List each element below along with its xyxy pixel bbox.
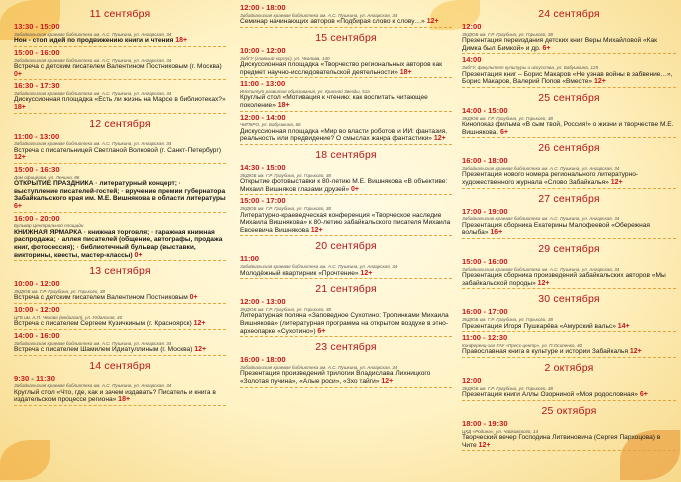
separator xyxy=(462,137,676,138)
age-rating: 0+ xyxy=(189,294,198,302)
event-time: 16:00 - 20:00 xyxy=(14,213,60,223)
event-item xyxy=(462,208,676,239)
date-heading: 12 сентября xyxy=(89,117,151,130)
event-title-text: Презентация произведений трилогии Владислава Лихницкого «Золотая пучина», «Алые роси», «Зхо тайги» xyxy=(240,370,431,385)
date-heading: 20 сентября xyxy=(315,240,377,253)
date-heading: 2 октября xyxy=(544,361,594,374)
event-time: 18:00 - 19:30 xyxy=(462,418,508,428)
event-item xyxy=(14,82,226,113)
age-rating: 12+ xyxy=(193,320,206,328)
event-item xyxy=(14,332,226,356)
event-time: 11:00 - 13:00 xyxy=(240,79,286,89)
event-item xyxy=(240,164,452,195)
event-item xyxy=(14,375,226,406)
schedule-column-3 xyxy=(462,4,676,478)
separator xyxy=(14,163,226,164)
age-rating: 12+ xyxy=(433,135,446,143)
age-rating: 14+ xyxy=(617,322,630,330)
event-title xyxy=(14,389,226,404)
event-place: ЦКД «Родина», ул. Чайковского, 14 xyxy=(462,428,539,434)
event-title-text: Дискуссионная площадка «Есть ли жизнь на Марсе в библиотеках?» xyxy=(14,96,226,104)
event-item xyxy=(240,114,452,145)
date-heading: 30 сентября xyxy=(538,293,600,306)
separator xyxy=(240,278,452,279)
separator xyxy=(462,400,676,401)
event-time: 11:00 - 12:30 xyxy=(462,333,508,343)
event-title xyxy=(462,434,676,449)
event-time: 11:00 - 13:00 xyxy=(14,131,60,141)
event-time: 15:00 - 16:30 xyxy=(14,164,60,174)
age-rating: 6+ xyxy=(499,128,508,136)
event-item xyxy=(14,166,226,213)
event-title xyxy=(14,320,226,328)
event-item xyxy=(240,47,452,78)
separator xyxy=(240,387,452,388)
event-time: 9:30 - 11:30 xyxy=(14,373,55,383)
separator xyxy=(240,194,452,195)
separator xyxy=(240,27,452,28)
event-item xyxy=(240,298,452,337)
event-title xyxy=(462,391,676,399)
age-rating: 18+ xyxy=(175,37,188,45)
event-place: ЗКДЮБ им. Г.Р. Граубина, ул. Горького, 38 xyxy=(462,317,553,323)
event-title xyxy=(14,180,226,210)
separator xyxy=(14,355,226,356)
event-item xyxy=(14,215,226,262)
event-place: Забайкальская краевая библиотека им. А.С. Пушкина, ул. Ангарская, 34 xyxy=(240,264,398,270)
age-rating: 6+ xyxy=(542,44,551,52)
event-place: Забайкальская краевая библиотека им. А.С. Пушкина, ул. Ангарская, 34 xyxy=(462,165,620,171)
event-time: 12:00 - 14:00 xyxy=(240,112,286,122)
event-title-text: Круглый стол «Что, где, как и зачем издавать? Писатель и книга в издательском процессе региона» xyxy=(14,388,216,404)
event-title-text: Встреча с детским писателем Валентином Постниковым (г. Москва) xyxy=(14,63,222,70)
event-place: Забайкальская краевая библиотека им. А.С. Пушкина, ул. Ангарская, 34 xyxy=(14,31,172,37)
event-item xyxy=(462,420,676,451)
separator xyxy=(462,331,676,332)
separator xyxy=(14,212,226,213)
age-rating: 12+ xyxy=(381,377,394,385)
age-rating: 6+ xyxy=(317,327,326,335)
event-title-text: Встреча с писателем Шамилем Идиатуллиным (г. Москва) xyxy=(14,345,193,353)
event-title-text: Презентация сборника произведений забайкальских авторов «Мы забайкальской породы» xyxy=(462,272,666,287)
event-place: Забайкальская краевая библиотека им. А.С. Пушкина, ул. Ангарская, 34 xyxy=(240,364,398,370)
event-title xyxy=(14,37,226,45)
event-item xyxy=(14,49,226,80)
age-rating: 12+ xyxy=(14,154,26,162)
event-title-text: Встреча с детским писателем Валентином Постниковым xyxy=(14,294,188,302)
event-place: Забайкальская краевая библиотека им. А.С. Пушкина, ул. Ангарская, 34 xyxy=(14,90,172,96)
age-rating: 12+ xyxy=(478,441,491,449)
event-title xyxy=(14,147,226,162)
separator xyxy=(462,53,676,54)
age-rating: 18+ xyxy=(399,68,412,76)
event-title-text: Презентация книги Аллы Озорниной «Моя родословная» xyxy=(462,391,638,399)
event-title-text: Дискуссионная площадка «Мир во власти роботов и ИИ: фантазия, реальность или предвидение? О смыслах жанра фантастики» xyxy=(240,127,448,143)
event-item xyxy=(14,306,226,330)
event-title-text: Встреча с писателем Сергеем Кузичкиным (г. Красноярск) xyxy=(14,320,192,328)
age-rating: 18+ xyxy=(14,103,26,111)
event-title xyxy=(240,128,452,143)
event-title xyxy=(240,270,452,278)
age-rating: 12+ xyxy=(360,269,373,277)
event-time: 12:00 xyxy=(462,375,482,385)
event-title xyxy=(462,121,676,136)
event-title xyxy=(240,312,452,335)
event-item xyxy=(462,157,676,188)
age-rating: 12+ xyxy=(629,348,642,356)
event-place: Забайкальская краевая библиотека им. А.С. Пушкина, ул. Ангарская, 34 xyxy=(14,57,172,63)
event-item xyxy=(14,23,226,47)
separator xyxy=(14,303,226,304)
event-time: 16:00 - 17:00 xyxy=(462,307,508,317)
age-rating: 18+ xyxy=(277,101,290,109)
event-place: Забайкальская краевая библиотека им. А.С. Пушкина, ул. Ангарская, 34 xyxy=(462,216,620,222)
age-rating: 16+ xyxy=(490,229,503,237)
event-title xyxy=(14,63,226,78)
event-place: ЗабГУ (главный корпус), ул. Чкалова, 140 xyxy=(240,55,330,61)
event-title-text: Творческий вечер Господина Литвиновича (Сергея Пархоцова) в Чите xyxy=(462,433,661,449)
event-title-text: Презентация переиздания детских книг Веры Михайловой «Как Димка был Бимкой» и др. xyxy=(462,37,658,52)
event-item xyxy=(240,255,452,279)
event-title-text: Семинар начинающих авторов «Подбирая слово к слову…» xyxy=(240,18,425,26)
separator xyxy=(462,188,676,189)
event-time: 17:00 - 19:00 xyxy=(462,206,508,216)
event-time: 12:00 xyxy=(462,22,482,31)
event-time: 12:00 - 18:00 xyxy=(240,4,286,12)
date-heading: 23 сентября xyxy=(315,341,377,354)
separator xyxy=(14,46,226,47)
event-place: Забайкальская краевая библиотека им. А.С. Пушкина, ул. Ангарская, 34 xyxy=(14,141,172,147)
event-time: 16:00 - 18:00 xyxy=(462,156,508,166)
separator xyxy=(14,260,226,261)
event-time: 16:30 - 17:30 xyxy=(14,81,60,91)
date-heading: 25 октября xyxy=(541,404,597,417)
event-place: Конференц-зал ГАУ «Пресс-центр», ул. П.Осипенко, 40 xyxy=(462,342,583,348)
event-place: Забайкальская краевая библиотека им. А.С. Пушкина, ул. Ангарская, 34 xyxy=(14,340,172,346)
event-place: ЗабГУ, факультет культуры и искусства, ул. Бабушкина, 125 xyxy=(462,65,599,71)
event-time: 15:00 - 16:00 xyxy=(14,47,60,57)
event-place: ЗКДЮБ им. Г.Р. Граубина, ул. Горького, 38 xyxy=(240,206,331,212)
age-rating: 18+ xyxy=(118,396,131,404)
event-place: ЗКДЮБ им. Г.Р. Граубина, ул. Горького, 38 xyxy=(240,306,331,312)
separator xyxy=(14,329,226,330)
date-heading: 27 сентября xyxy=(538,192,600,205)
event-time: 15:00 - 16:00 xyxy=(462,256,508,266)
event-time: 14:00 - 15:00 xyxy=(462,105,508,115)
event-place: ЧИПКРО, ул. Бабушкина, 66 xyxy=(240,122,301,128)
event-title xyxy=(462,37,676,52)
date-heading: 29 сентября xyxy=(538,242,600,255)
event-item xyxy=(462,258,676,289)
event-title-text: Кинопоказ фильма «В сым твой, Россия!» о жизни и творчестве М.Е. Вишнякова. xyxy=(462,120,674,136)
date-heading: 24 сентября xyxy=(538,8,600,20)
event-time: 14:00 - 16:00 xyxy=(14,330,60,340)
separator xyxy=(462,288,676,289)
event-place: Забайкальская краевая библиотека им. А.С. Пушкина, ул. Ангарская, 34 xyxy=(240,12,398,18)
event-place: ЗКДЮБ им. Г.Р. Граубина, ул. Горького, 38 xyxy=(462,31,553,37)
separator xyxy=(240,336,452,337)
event-title-text: Литературно-краеведческая конференция «Творческое наследие Михаила Вишнякова» к 80-летию забайкальского писателя Михаила Евсеевича Вишнякова xyxy=(240,211,451,234)
event-time: 16:00 - 18:00 xyxy=(240,355,286,365)
event-time: 12:00 - 13:00 xyxy=(240,297,286,307)
event-item xyxy=(462,308,676,332)
event-title-text: Дискуссионная площадка «Творчество региональных авторов как предмет научно-исследовательской деятельности» xyxy=(240,61,443,76)
event-item xyxy=(14,133,226,164)
age-rating: 6+ xyxy=(639,391,648,399)
event-time: 15:00 - 17:00 xyxy=(240,196,286,206)
event-time: 14:30 - 15:00 xyxy=(240,162,286,172)
separator xyxy=(240,144,452,145)
event-place: Забайкальская краевая библиотека им. А.С. Пушкина, ул. Ангарская, 34 xyxy=(14,383,172,389)
event-place: Забайкальская краевая библиотека им. А.С. Пушкина, ул. Ангарская, 34 xyxy=(462,266,620,272)
separator xyxy=(14,113,226,114)
separator xyxy=(462,238,676,239)
event-title xyxy=(240,18,452,26)
event-title-text: Православная книга в культуре и истории Забайкалья xyxy=(462,348,629,356)
event-place: ЦГБ им. А.П. Чехова (медиазал), ул. Угданская, 40 xyxy=(14,314,123,320)
event-place: ЗКДЮБ им. Г.Р. Граубина, ул. Горького, 38 xyxy=(240,172,331,178)
event-title-text: КНИЖНАЯ ЯРМАРКА · книжная торговля; · гаражная книжная распродажа; · аллея писателей (общение, автографы, продажа книг, фотосессия); · библиотечный бульвар (выставки, викторины, квесты, мастер-классы) xyxy=(14,228,223,259)
event-title-text: Презентация Игоря Пушкарёва «Амурский вальс» xyxy=(462,322,616,330)
event-title xyxy=(462,323,676,331)
event-time: 13:30 - 15:00 xyxy=(14,22,60,31)
date-heading: 13 сентября xyxy=(89,265,151,278)
event-title-text: Нон - стоп идей по продвижению книги и чтения xyxy=(14,37,174,45)
separator xyxy=(240,235,452,236)
age-rating: 12+ xyxy=(537,279,550,287)
separator xyxy=(240,77,452,78)
age-rating: 0+ xyxy=(350,185,359,193)
event-title xyxy=(14,229,226,259)
separator xyxy=(462,450,676,451)
event-title-text: Литературная поляна «Заповедное Сухотино: Тропинками Михаила Вишнякова» (литературная программа на открытом воздухе в этно-археопарке «Сухотино») xyxy=(240,312,449,335)
age-rating: 12+ xyxy=(426,18,439,26)
separator xyxy=(462,87,676,88)
age-rating: 12+ xyxy=(610,178,623,186)
date-heading: 25 сентября xyxy=(538,91,600,104)
event-time: 11:00 xyxy=(240,254,260,264)
event-title-text: Молодёжный квартирник «Прочтение» xyxy=(240,269,359,277)
event-time: 10:00 - 12:00 xyxy=(14,304,60,314)
event-time: 10:00 - 12:00 xyxy=(14,279,60,289)
event-item xyxy=(240,356,452,387)
age-rating: 0+ xyxy=(134,251,143,259)
date-heading: 11 сентября xyxy=(89,8,151,20)
event-title xyxy=(462,272,676,287)
event-item xyxy=(240,197,452,236)
event-title xyxy=(240,212,452,235)
event-title xyxy=(240,61,452,76)
event-title xyxy=(462,171,676,186)
separator xyxy=(14,79,226,80)
event-item xyxy=(240,4,452,28)
event-place: ЗКДЮБ им. Г.Р. Граубина, ул. Горького, 38 xyxy=(14,288,105,294)
age-rating: 12+ xyxy=(310,226,323,234)
event-place: Бульвар Центральной площади xyxy=(14,223,84,229)
event-item xyxy=(240,80,452,111)
event-place: Институт развития образования, ул. Красной Звезды, 51а xyxy=(240,88,370,94)
date-heading: 15 сентября xyxy=(315,31,377,44)
event-title xyxy=(14,96,226,111)
schedule-column-1 xyxy=(14,4,226,478)
age-rating: 12+ xyxy=(593,78,606,86)
date-heading: 18 сентября xyxy=(315,148,377,161)
event-title xyxy=(462,222,676,237)
age-rating: 6+ xyxy=(14,202,22,210)
event-title xyxy=(240,94,452,109)
event-place: ЗКДЮБ им. Г.Р. Граубина, ул. Горького, 38 xyxy=(462,385,553,391)
date-heading: 26 сентября xyxy=(538,142,600,155)
age-rating: 12+ xyxy=(194,345,207,353)
event-title xyxy=(14,294,226,302)
event-title xyxy=(462,71,676,86)
event-item xyxy=(462,377,676,401)
event-title-text: Презентация нового номера регионального литературно-художественного журнала «Слово Забайкалья» xyxy=(462,171,639,186)
date-heading: 14 сентября xyxy=(89,359,151,372)
event-title-text: Открытие фотовыставки к 80-летию М.Е. Вишнякова «В объективе: Михаил Вишняков глазами друзей» xyxy=(240,178,448,193)
schedule-column-2 xyxy=(240,4,452,478)
event-place: Дом офицеров, ул. Ленина, 86 xyxy=(14,174,80,180)
event-title xyxy=(240,370,452,385)
separator xyxy=(14,405,226,406)
separator xyxy=(462,357,676,358)
separator xyxy=(240,111,452,112)
event-item xyxy=(14,280,226,304)
event-title-text: Презентация книг – Борис Макаров «Не узнав войны в забвение…», Борис Макаров, Валерий Попов «Вместе» xyxy=(462,70,673,86)
event-place: ЗКДЮБ им. Г.Р. Граубина, ул. Горького, 38 xyxy=(462,115,553,121)
event-item xyxy=(462,334,676,358)
event-time: 14:00 xyxy=(462,55,482,65)
date-heading: 21 сентября xyxy=(315,283,377,296)
event-time: 10:00 - 12:00 xyxy=(240,45,286,55)
event-item xyxy=(462,23,676,54)
event-item xyxy=(462,107,676,138)
event-item xyxy=(462,56,676,87)
event-title xyxy=(462,348,676,356)
event-title xyxy=(240,178,452,193)
event-title-text: ОТКРЫТИЕ ПРАЗДНИКА · литературный концерт; · выступление писателей-гостей; · вручение премии губернатора Забайкальского края им. М.Е. Вишнякова в области литературы xyxy=(14,180,226,203)
event-title xyxy=(14,346,226,354)
event-title-text: Круглый стол «Мотивация к чтению: как воспитать читающее поколение» xyxy=(240,94,428,109)
event-title-text: Презентация сборника Екатерины Малофеевой «Обережная волыба» xyxy=(462,221,650,237)
age-rating: 0+ xyxy=(14,70,22,78)
event-title-text: Встреча с писательницей Светланой Волковой (г. Санкт-Петербург) xyxy=(14,146,222,154)
